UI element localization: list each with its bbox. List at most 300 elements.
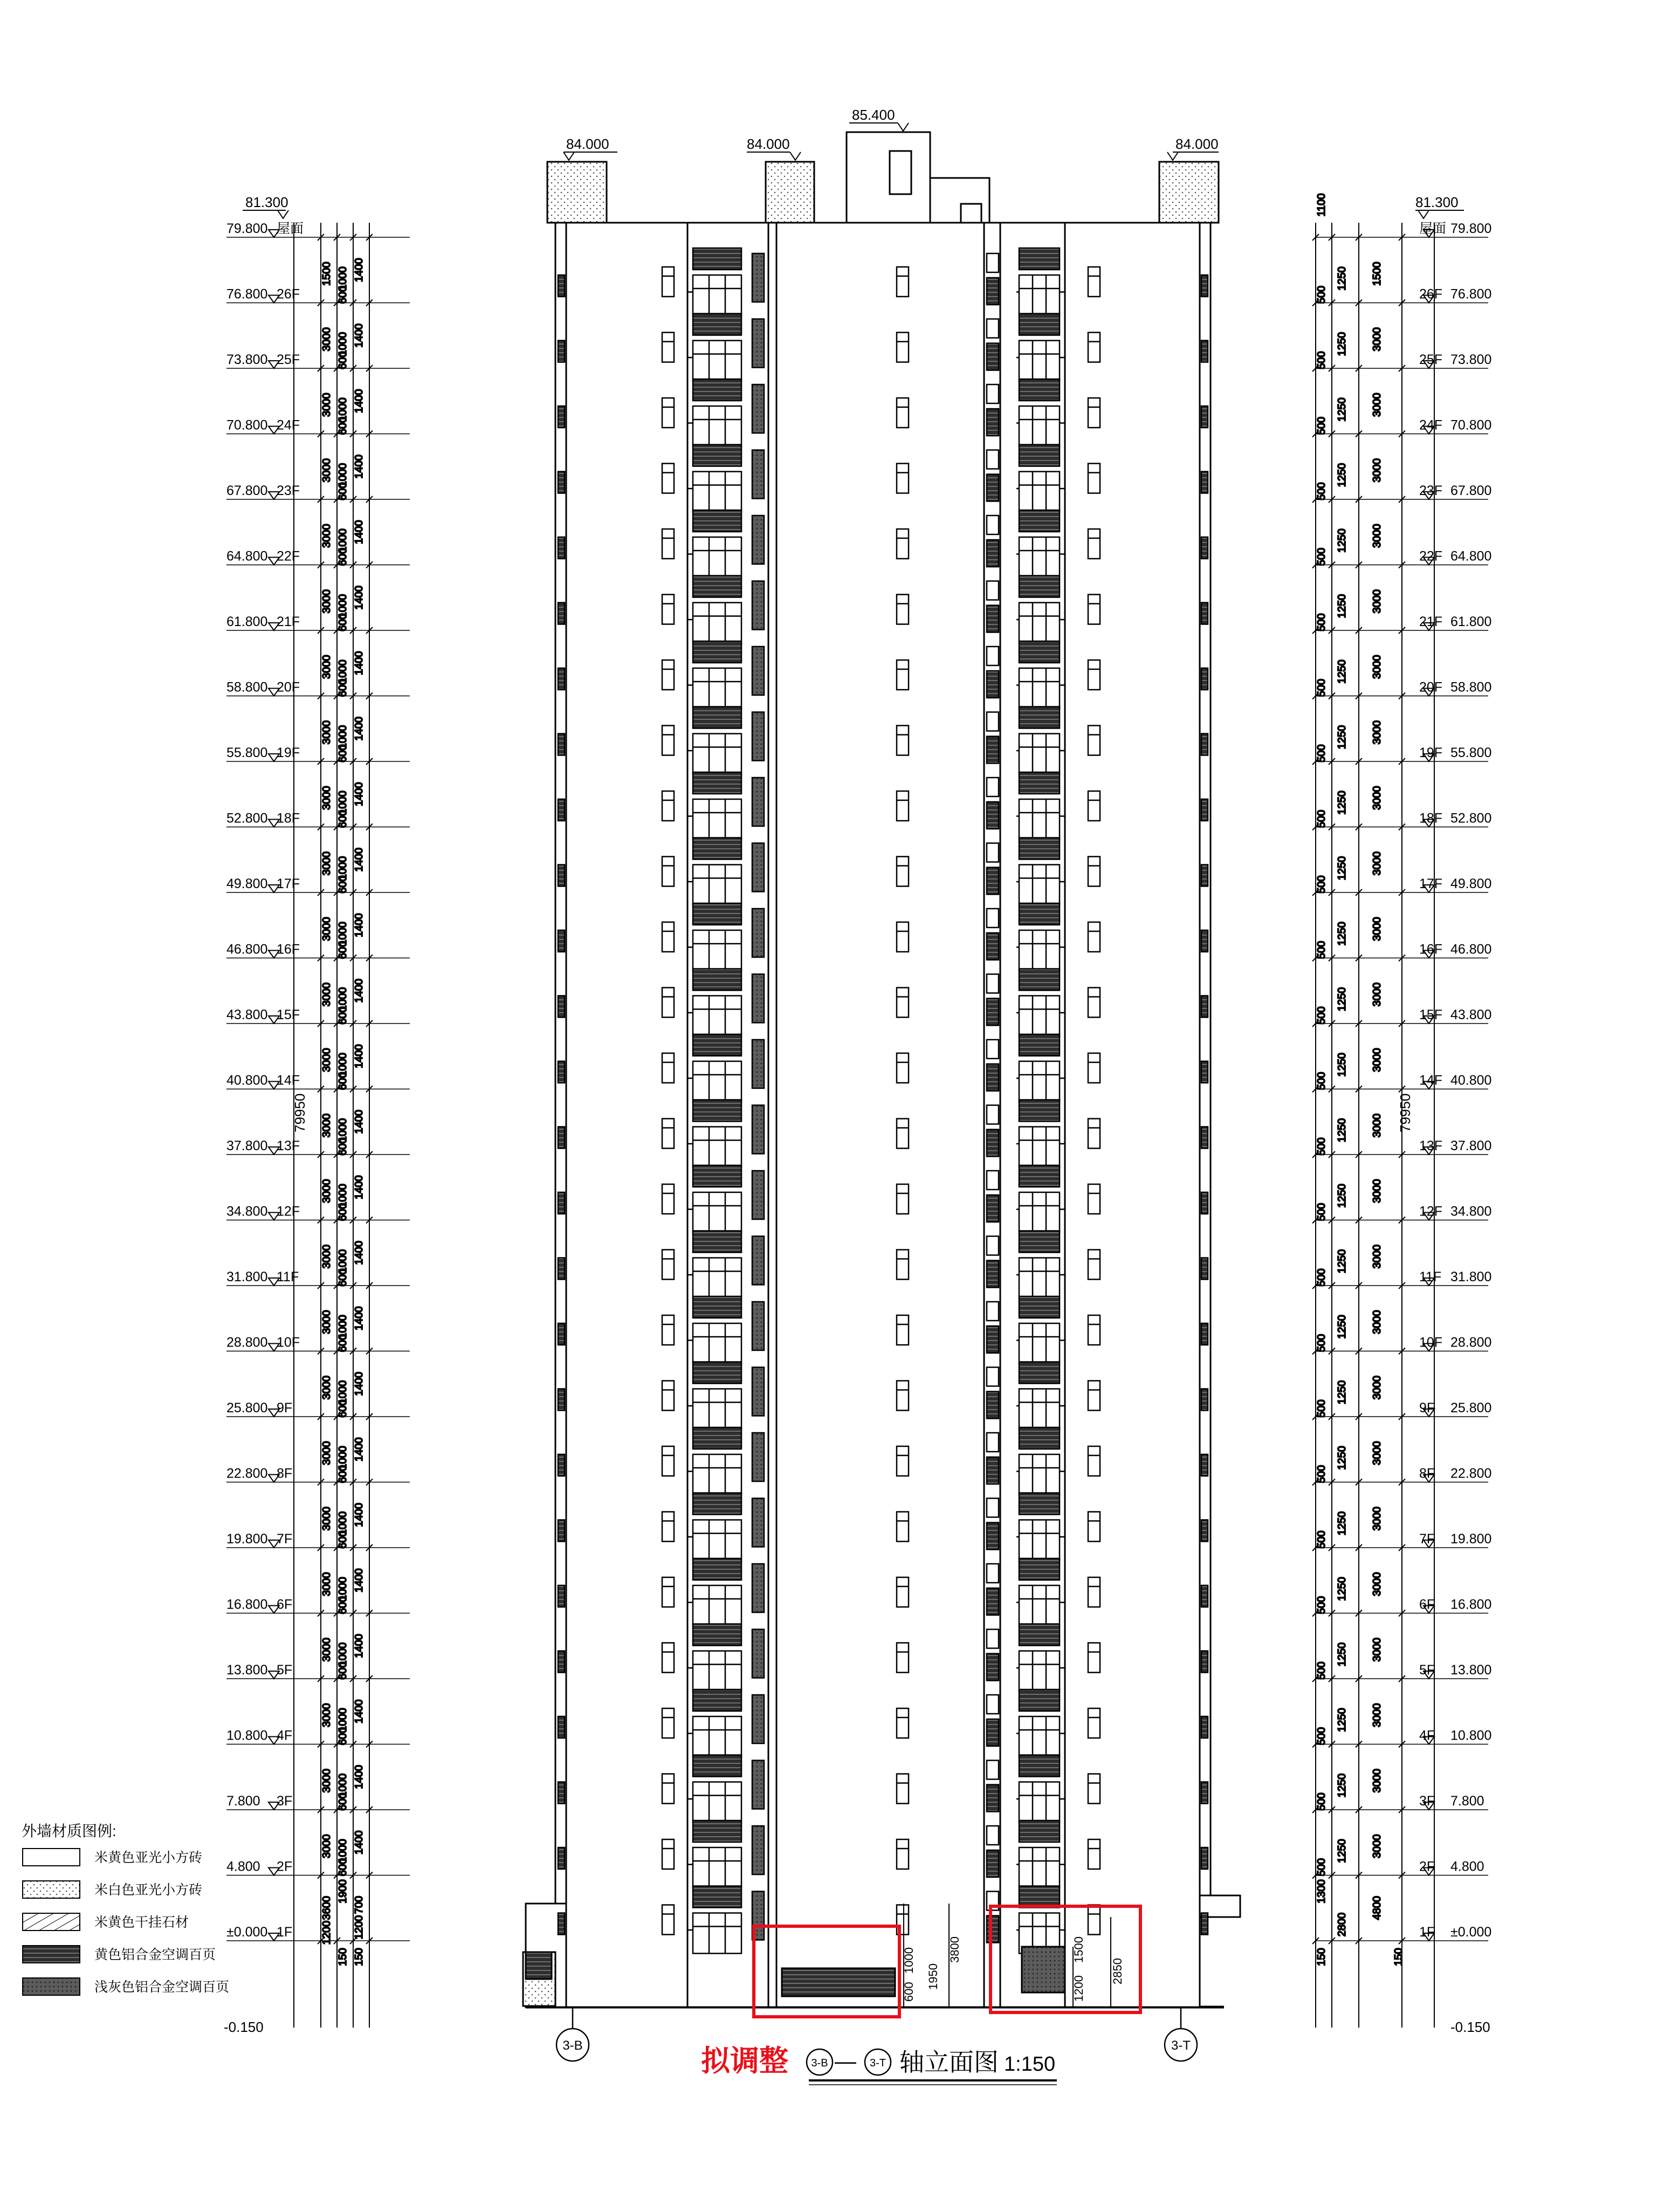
dim-sub-right: 500 [1316,809,1328,828]
small-window [897,1381,909,1411]
dim-sill-left: 600 [337,1203,349,1221]
floor-elev-left: 52.800 [226,810,268,826]
shaft-window [987,516,999,534]
dim-floor-left: 3000 [321,1703,333,1727]
floor-elev-right: 7.800 [1450,1794,1484,1809]
elev-parapet-mid: 84.000 [747,136,790,152]
legend-label: 米黄色亚光小方砖 [94,1850,203,1865]
small-window [1088,1774,1100,1804]
edge-louver [558,1847,565,1869]
dim-win-left: 1400 [353,324,365,348]
dim-win-left: 1000 [337,1773,349,1798]
dim-sill-left: 600 [337,875,349,894]
dim-win-left: 1000 [337,1315,349,1339]
floor-label-right: 21F [1419,614,1443,629]
floor-label-right: 1F [1419,1925,1435,1940]
dim-floor-right: 3000 [1371,1245,1383,1269]
floor-elev-right: 79.800 [1450,221,1492,236]
dim-sub-right: 1250 [1336,1446,1348,1470]
small-window [1088,333,1100,362]
ac-louver [1019,641,1060,663]
small-window [662,660,674,690]
ac-louver [693,1493,741,1515]
small-window [662,1905,674,1935]
floor-label-left: 7F [277,1531,293,1547]
dim-win-left: 1000 [337,1380,349,1405]
dim-floor-left: 3000 [321,393,333,417]
floor-label-right: 5F [1419,1663,1435,1678]
shaft-window [987,1368,999,1386]
edge-louver [558,1127,565,1149]
hl-left-d3: 1950 [926,1963,940,1990]
floor-elev-right: 4.800 [1450,1859,1484,1874]
balcony-window [1019,1323,1060,1364]
floor-elev-left: 10.800 [226,1728,268,1743]
ac-louver [693,379,741,401]
floor-label-left: 17F [277,876,300,891]
shaft-louver [752,1368,764,1416]
shaft-louver [752,974,764,1023]
floor-elev-right: 10.800 [1450,1728,1492,1743]
dim-floor-right: 3000 [1371,917,1383,941]
total-dimension-right: 79950 [1397,1093,1413,1132]
floor-elev-right: 70.800 [1450,417,1492,433]
dim-sill-left: 600 [337,809,349,828]
small-window [897,857,909,887]
ac-louver [693,1558,741,1580]
floor-elev-left: 13.800 [226,1663,268,1678]
dim-sub-right: 500 [1316,1071,1328,1090]
floor-elev-right: ±0.000 [1450,1925,1492,1940]
dim-sill-left: 600 [337,1071,349,1090]
dim-floor-left: 3000 [321,655,333,679]
dim-ground-left: 1200 [353,1915,365,1940]
shaft-louver [752,1499,764,1547]
dim-floor-left: 3000 [321,720,333,745]
dim-sill-left: 600 [337,1661,349,1680]
floor-label-left: 屋面 [277,221,304,236]
shaft-window [987,1302,999,1321]
dim-floor-right: 3000 [1371,458,1383,483]
small-window [897,922,909,952]
shaft-louver [752,253,764,302]
dim-base-left: 1200 [321,1920,333,1945]
dim-floor-left: 3000 [321,524,333,548]
ac-louver [1019,576,1060,597]
dim-floor-left: 1500 [321,262,333,286]
ac-louver [1019,1296,1060,1318]
small-window [662,1053,674,1083]
dim-sub-right: 500 [1316,1858,1328,1877]
small-window [897,726,909,755]
dim-base-right: 2800 [1336,1912,1348,1937]
dim-sub-right: 1250 [1336,1773,1348,1798]
balcony-window [693,1585,741,1626]
dim-win-left: 1400 [353,1175,365,1199]
floor-elev-right: 76.800 [1450,286,1492,302]
shaft-louver [987,1850,999,1877]
elev-side-right: 81.300 [1415,194,1459,210]
small-window [1088,1381,1100,1411]
dim-win-left: 1000 [337,528,349,553]
edge-louver [558,668,565,690]
floor-elev-right: 64.800 [1450,548,1492,564]
parapets [547,132,1219,223]
shaft-louver [987,999,999,1026]
shaft-window [987,778,999,796]
small-window [662,791,674,821]
small-window [1088,988,1100,1018]
dim-floor-right: 3000 [1371,589,1383,614]
edge-louver [1201,275,1208,297]
dim-win-left: 1000 [337,1249,349,1274]
floor-elev-left: 28.800 [226,1335,268,1350]
floor-label-left: 12F [277,1204,300,1219]
shaft-window [987,1630,999,1648]
legend-swatch [23,1913,80,1931]
small-window [662,1446,674,1476]
dim-floor-right: 3000 [1371,1114,1383,1138]
shaft-window [987,319,999,338]
balcony-window [693,1323,741,1364]
dim-floor-right: 3000 [1371,1703,1383,1727]
dim-sub-right: 1250 [1336,1577,1348,1601]
dim-win-left: 1000 [337,987,349,1012]
small-window [897,398,909,428]
edge-louver [1201,799,1208,821]
floor-elev-right: 49.800 [1450,876,1492,891]
shaft-louver [987,409,999,436]
balcony-window [693,865,741,905]
small-window [897,267,909,297]
small-window [897,1250,909,1280]
shaft-window [987,1433,999,1452]
balcony-window [693,734,741,774]
dim-win-left: 1000 [337,660,349,684]
small-window [662,1184,674,1214]
dim-win-left: 1400 [353,1568,365,1592]
drawing-title: 轴立面图 [899,2048,999,2077]
floor-elev-right: 22.800 [1450,1466,1492,1481]
ac-louver [1019,1886,1060,1908]
dim-sub-right: 1250 [1336,1708,1348,1732]
small-window [1088,595,1100,624]
legend-swatch [23,1849,80,1866]
balcony-window [1019,668,1060,709]
shaft-window [987,1171,999,1190]
edge-louver [1201,1127,1208,1149]
floor-elev-left: 61.800 [226,614,268,629]
dim-floor-left: 3000 [321,1769,333,1793]
shaft-window [987,1826,999,1845]
dim-sub-right: 1250 [1336,594,1348,619]
dim-floor-right: 3000 [1371,1638,1383,1662]
balcony-window [693,1258,741,1299]
shaft-louver [752,1302,764,1350]
balcony-window [693,275,741,315]
small-window [662,1119,674,1149]
dim-sub-right: 500 [1316,678,1328,697]
dim-floor-left: 3000 [321,917,333,941]
small-window [662,529,674,559]
dim-sill-left: 600 [337,1334,349,1352]
dim-sub-right: 500 [1316,1203,1328,1221]
balcony-window [1019,275,1060,315]
shaft-louver [752,778,764,826]
balcony-window [1019,537,1060,578]
dim-win-left: 1000 [337,266,349,291]
shaft-louver [987,278,999,305]
dim-sub-right: 500 [1316,1661,1328,1680]
dim-floor-right: 3000 [1371,655,1383,679]
ac-louver [1019,1034,1060,1056]
ac-louver [693,1689,741,1711]
dim-sub-right: 500 [1316,940,1328,959]
shaft-louver [752,843,764,892]
elev-parapet-left: 84.000 [566,136,609,152]
shaft-louver [987,737,999,764]
dim-win-left: 1000 [337,1577,349,1601]
balcony-window [1019,341,1060,381]
dim-floor-right: 3000 [1371,1834,1383,1858]
small-window [1088,529,1100,559]
dim-sub-right: 1250 [1336,987,1348,1012]
balcony-window [693,1716,741,1757]
floor-label-left: 22F [277,548,300,564]
ac-louver [693,510,741,532]
shaft-louver [987,1719,999,1746]
balcony-window [1019,865,1060,905]
dim-plinth-left: 150 [337,1948,349,1966]
ac-louver [1019,707,1060,729]
floor-label-left: 26F [277,286,300,302]
edge-louver [1201,996,1208,1018]
dim-sill-left: 600 [337,1858,349,1877]
hl-right-d1: 1200 [1072,1975,1085,2002]
dim-floor-left: 3000 [321,1572,333,1596]
small-window [897,1446,909,1476]
balcony-window [693,668,741,709]
dim-sub-right: 1250 [1336,922,1348,946]
dim-sub-right: 1250 [1336,1118,1348,1143]
dim-ground-right: 1300 [1316,1879,1328,1904]
ac-louver [1019,1427,1060,1449]
dim-floor-left: 3000 [321,327,333,352]
edge-louver [558,1389,565,1411]
floor-elev-left: 49.800 [226,876,268,891]
edge-louver [1201,1454,1208,1476]
floor-elev-left: 43.800 [226,1007,268,1022]
balcony-window [693,1913,741,1954]
edge-louver [1201,1782,1208,1804]
floor-label-left: 25F [277,352,300,367]
balcony-window [693,1651,741,1692]
edge-louver [1201,406,1208,428]
ac-louver [693,576,741,597]
ground-elev-right: -0.150 [1450,2019,1490,2035]
dim-sub-right: 1250 [1336,1315,1348,1339]
floor-elev-right: 34.800 [1450,1204,1492,1219]
dim-ground-left: 3600 [321,1896,333,1920]
elev-side-left: 81.300 [245,194,288,210]
balcony-window [693,603,741,643]
dim-sub-right: 500 [1316,1268,1328,1287]
floor-elev-left: 4.800 [226,1859,260,1874]
balcony-window [693,1520,741,1561]
small-window [1088,726,1100,755]
dim-floor-right: 3000 [1371,393,1383,417]
edge-louver [558,799,565,821]
edge-louver [558,1258,565,1280]
title-dash: — [835,2050,856,2073]
floor-label-right: 8F [1419,1466,1435,1481]
ac-louver [693,1034,741,1056]
dim-floor-right: 3000 [1371,1507,1383,1531]
dim-win-left: 1400 [353,848,365,872]
floor-elev-right: 61.800 [1450,614,1492,629]
ac-louver [1019,1755,1060,1777]
dim-sub-right: 1250 [1336,528,1348,553]
floor-label-left: 23F [277,483,300,498]
dim-sub-right: 500 [1316,1596,1328,1615]
ac-louver [693,314,741,335]
floor-elev-right: 40.800 [1450,1073,1492,1088]
small-window [897,1119,909,1149]
shaft-louver [752,1630,764,1678]
small-window [662,726,674,755]
small-window [897,1053,909,1083]
small-window [662,922,674,952]
floor-elev-left: 31.800 [226,1269,268,1284]
ac-louver [1019,314,1060,335]
dim-ground-left: 700 [353,1895,365,1914]
dim-sill-left: 600 [337,482,349,500]
legend-swatch [23,1946,80,1963]
ac-louver [693,1755,741,1777]
edge-louver [1201,865,1208,887]
floor-label-left: 8F [277,1466,293,1481]
dim-floor-right: 3000 [1371,1376,1383,1400]
edge-louver [558,1061,565,1083]
floor-label-left: 13F [277,1138,300,1153]
dim-sill-left: 600 [337,1792,349,1811]
shaft-louver [987,1392,999,1419]
ac-louver [1019,445,1060,466]
small-window [662,1839,674,1869]
dim-sub-right: 500 [1316,1006,1328,1025]
dim-win-left: 1000 [337,1446,349,1470]
floor-label-left: 10F [277,1335,300,1350]
legend-swatch [23,1881,80,1898]
small-window [1088,267,1100,297]
dim-sub-right: 500 [1316,285,1328,304]
edge-louver [1201,341,1208,362]
shaft-louver [987,1064,999,1091]
dim-sill-left: 600 [337,613,349,631]
floor-label-left: 19F [277,745,300,760]
dim-floor-right: 3000 [1371,1572,1383,1596]
edge-louver [558,1913,565,1935]
dim-win-left: 1000 [337,1511,349,1536]
floor-elev-left: 40.800 [226,1073,268,1088]
edge-louver [558,1782,565,1804]
ac-louver [693,1362,741,1384]
dim-sill-left: 600 [337,285,349,304]
dim-sub-right: 500 [1316,1530,1328,1549]
balcony-window [693,1454,741,1495]
dim-sill-left: 600 [337,351,349,369]
floor-label-left: 6F [277,1597,293,1612]
dim-floor-left: 3000 [321,1376,333,1400]
shaft-louver [752,1171,764,1219]
floor-label-left: 14F [277,1073,300,1088]
floor-label-right: 3F [1419,1794,1435,1809]
shaft-louver [752,1564,764,1612]
legend-label: 黄色铝合金空调百页 [94,1947,216,1962]
dim-sub-right: 1250 [1336,1184,1348,1208]
floor-labels-left [226,221,304,1941]
dim-floor-left: 3000 [321,1507,333,1531]
floor-elev-right: 46.800 [1450,942,1492,957]
edge-louver [1201,1847,1208,1869]
dim-floor-left: 3000 [321,589,333,614]
shaft-window [987,843,999,862]
dim-win-left: 1400 [353,1765,365,1789]
small-window [662,857,674,887]
shaft-louver [752,1236,764,1285]
floor-label-left: 2F [277,1859,293,1874]
edge-louver [1201,668,1208,690]
dim-sill-left: 600 [337,1268,349,1287]
legend-label: 浅灰色铝合金空调百页 [94,1980,230,1995]
edge-louver [558,537,565,559]
dim-sub-right: 500 [1316,1792,1328,1811]
floor-elev-right: 73.800 [1450,352,1492,367]
small-window [897,1315,909,1345]
floor-label-right: 25F [1419,352,1443,367]
small-window [662,1708,674,1738]
dim-sub-right: 500 [1316,875,1328,894]
legend-title: 外墙材质图例: [22,1823,116,1839]
dim-floor-right: 3000 [1371,1179,1383,1203]
dim-floor-right: 3000 [1371,327,1383,352]
dim-win-left: 1400 [353,1634,365,1658]
shaft-louver [987,1326,999,1353]
dim-win-left: 1400 [353,782,365,806]
ac-louver [1019,248,1060,270]
shaft-louver [987,933,999,960]
ac-louver [693,641,741,663]
balcony-window [693,930,741,971]
floor-label-right: 23F [1419,483,1443,498]
edge-louver [558,1651,565,1673]
building-outline [526,223,1240,2007]
hl-right-d3: 2850 [1111,1958,1124,1984]
edge-louver [1201,1061,1208,1083]
floor-elev-left: 79.800 [226,221,268,236]
dim-sub-right: 1250 [1336,1839,1348,1863]
drawing-scale: 1:150 [1004,2053,1056,2076]
balcony-window [1019,472,1060,512]
small-window [897,1774,909,1804]
shaft-window [987,974,999,993]
shaft-window [987,253,999,272]
ac-louver [693,772,741,794]
floor-label-left: 3F [277,1794,293,1809]
dim-floor-left: 3000 [321,1441,333,1465]
dim-win-left: 1400 [353,520,365,544]
shaft-louver [752,581,764,630]
